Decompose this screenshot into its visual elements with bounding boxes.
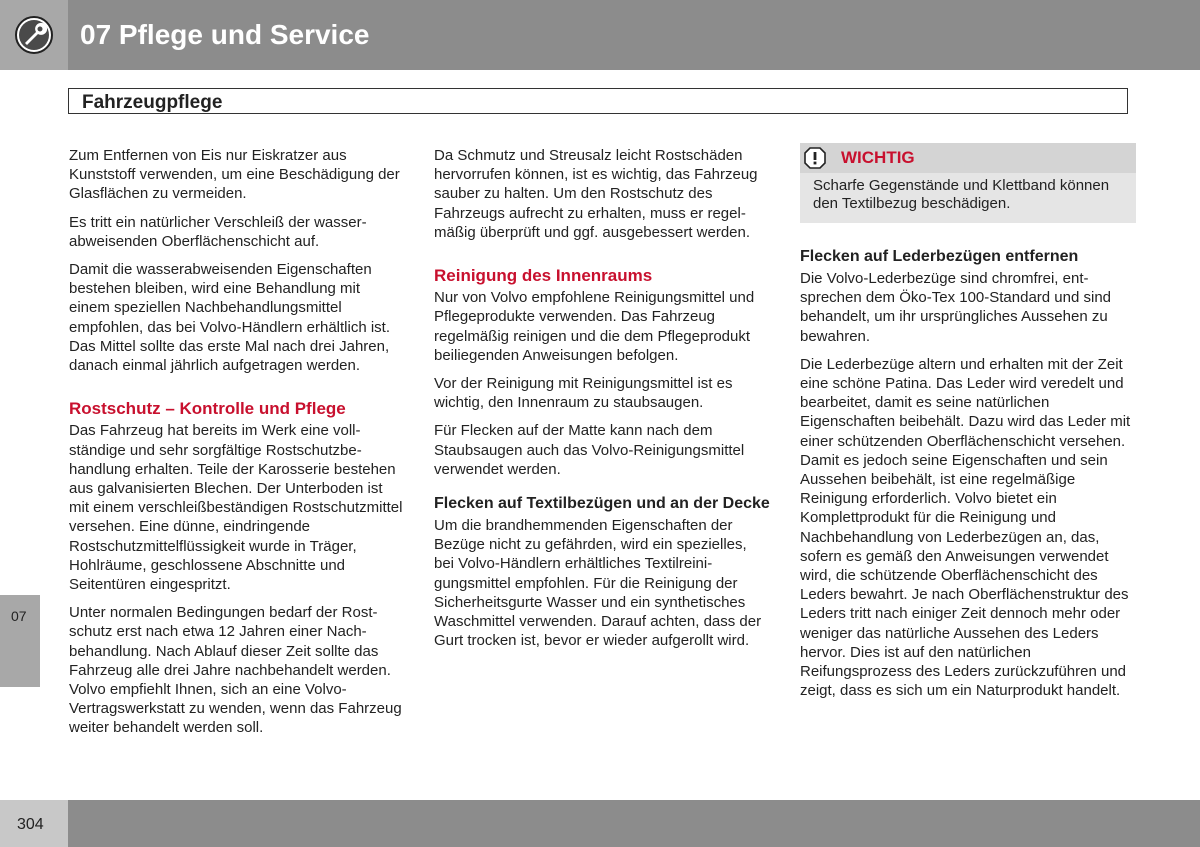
- subheading-textilbezuege: Flecken auf Textilbezügen und an der Decke: [434, 495, 770, 513]
- footer-bar: [68, 800, 1200, 847]
- page-number: 304: [17, 816, 44, 833]
- paragraph: Unter normalen Bedingungen bedarf der Rostschutz erst nach etwa 12 Jahren einer Nachbehandlung. Nach Ablauf dieser Zeit sollte das Fahrzeug alle drei Jahre nachbehandelt werden. Volvo empfiehlt Ihnen, sich an eine Volvo-Vertragswerkstatt zu wenden, wenn das Fahrzeug weiter behandelt werden soll.: [69, 604, 402, 737]
- wrench-icon: [14, 15, 54, 55]
- heading-reinigung-innenraum: Reinigung des Innenraums: [434, 266, 653, 286]
- paragraph: Zum Entfernen von Eis nur Eiskratzer aus Kunststoff verwenden, um eine Beschädigung der Glasflächen zu vermeiden.: [69, 147, 400, 203]
- subheading-lederbezuege: Flecken auf Lederbezügen entfernen: [800, 248, 1079, 265]
- warning-header: [800, 143, 1136, 173]
- paragraph: Für Flecken auf der Matte kann nach dem Staubsaugen auch das Volvo-Reinigungsmittel verwendet werden.: [434, 422, 745, 478]
- paragraph: Um die brandhemmenden Eigenschaften der Bezüge nicht zu gefährden, wird ein spezielles, bei Volvo-Händlern erhältliches Textilreinigungsmittel empfohlen. Für die Reinigung der Sicherheitsgurte Wasser und ein synthetisches Waschmittel verwenden. Darauf achten, dass der Gurt trocken ist, bevor er wieder aufgerollt wird.: [434, 517, 762, 650]
- paragraph: Die Lederbezüge altern und erhalten mit der Zeit eine schöne Patina. Das Leder wird veredelt und bearbeitet, damit es seine natürlichen Eigenschaften beibehält. Dazu wird das Leder mit einer schützenden Oberflächenschicht versehen. Damit es jedoch seine Eigenschaften und sein Aussehen beibehält, ist eine regelmäßige Reinigung erforderlich. Volvo bietet ein Komplettprodukt für die Reinigung und Nachbehandlung von Lederbezügen an, das, sofern es gemäß den Anweisungen verwendet wird, die schützende Oberflächenschicht des Leders bewahrt. Je nach Oberflächenstruktur des Leders tritt nach einiger Zeit dennoch mehr oder weniger das natürliche Aussehen des Leders hervor. Dies ist auf den natürlichen Reifungsprozess des Leders zurückzuführen und zeigt, dass es sich um ein Naturprodukt handelt.: [800, 355, 1131, 700]
- paragraph: Vor der Reinigung mit Reinigungsmittel ist es wichtig, den Innenraum zu staubsaugen.: [434, 375, 733, 412]
- chapter-side-tab-label: 07: [11, 608, 27, 624]
- paragraph: Nur von Volvo empfohlene Reinigungsmittel und Pflegeprodukte verwenden. Das Fahrzeug regelmäßig reinigen und die dem Pflegeprodukt beiliegenden Anweisungen befolgen.: [434, 289, 755, 364]
- column-2: [434, 146, 770, 659]
- section-title: Fahrzeugpflege: [82, 92, 223, 113]
- exclamation-icon: [804, 147, 826, 169]
- paragraph: Da Schmutz und Streusalz leicht Rostschäden hervorrufen können, ist es wichtig, das Fahrzeug sauber zu halten. Um den Rostschutz des Fahrzeugs aufrecht zu erhalten, muss er regelmäßig überprüft und ggf. ausgebessert werden.: [434, 147, 758, 241]
- warning-title: WICHTIG: [841, 148, 915, 167]
- warning-box: [800, 143, 1136, 223]
- paragraph: Damit die wasserabweisenden Eigenschaften bestehen bleiben, wird eine Behandlung mit einem speziellen Nachbehandlungsmittel empfohlen, das bei Volvo-Händlern erhältlich ist. Das Mittel sollte das erste Mal nach drei Jahren, danach einmal jährlich aufgetragen werden.: [69, 261, 391, 375]
- heading-rostschutz: Rostschutz – Kontrolle und Pflege: [69, 399, 346, 419]
- paragraph: Das Fahrzeug hat bereits im Werk eine vollständige und sehr sorgfältige Rostschutzbehandlung erhalten. Teile der Karosserie bestehen aus galvanisierten Blechen. Der Unterboden ist mit einem verschleißbeständigen Rostschutzmittel versehen. Eine dünne, eindringende Rostschutzmittelflüssigkeit wurde in Träger, Hohlräume, geschlossene Abschnitte und Seitentüren eingespritzt.: [69, 422, 403, 594]
- column-1: [69, 146, 405, 747]
- paragraph: Es tritt ein natürlicher Verschleiß der wasserabweisenden Oberflächenschicht auf.: [69, 213, 367, 250]
- column-3: [800, 146, 1136, 709]
- chapter-title: 07 Pflege und Service: [80, 19, 370, 50]
- header-icon-box: [0, 0, 68, 70]
- paragraph: Die Volvo-Lederbezüge sind chromfrei, entsprechen dem Öko-Tex 100-Standard und sind behandelt, um ihr ursprüngliches Aussehen zu bewahren.: [800, 270, 1112, 345]
- warning-text: Scharfe Gegenstände und Klettband können den Textilbezug beschädigen.: [813, 177, 1110, 212]
- section-title-box: [68, 88, 1128, 114]
